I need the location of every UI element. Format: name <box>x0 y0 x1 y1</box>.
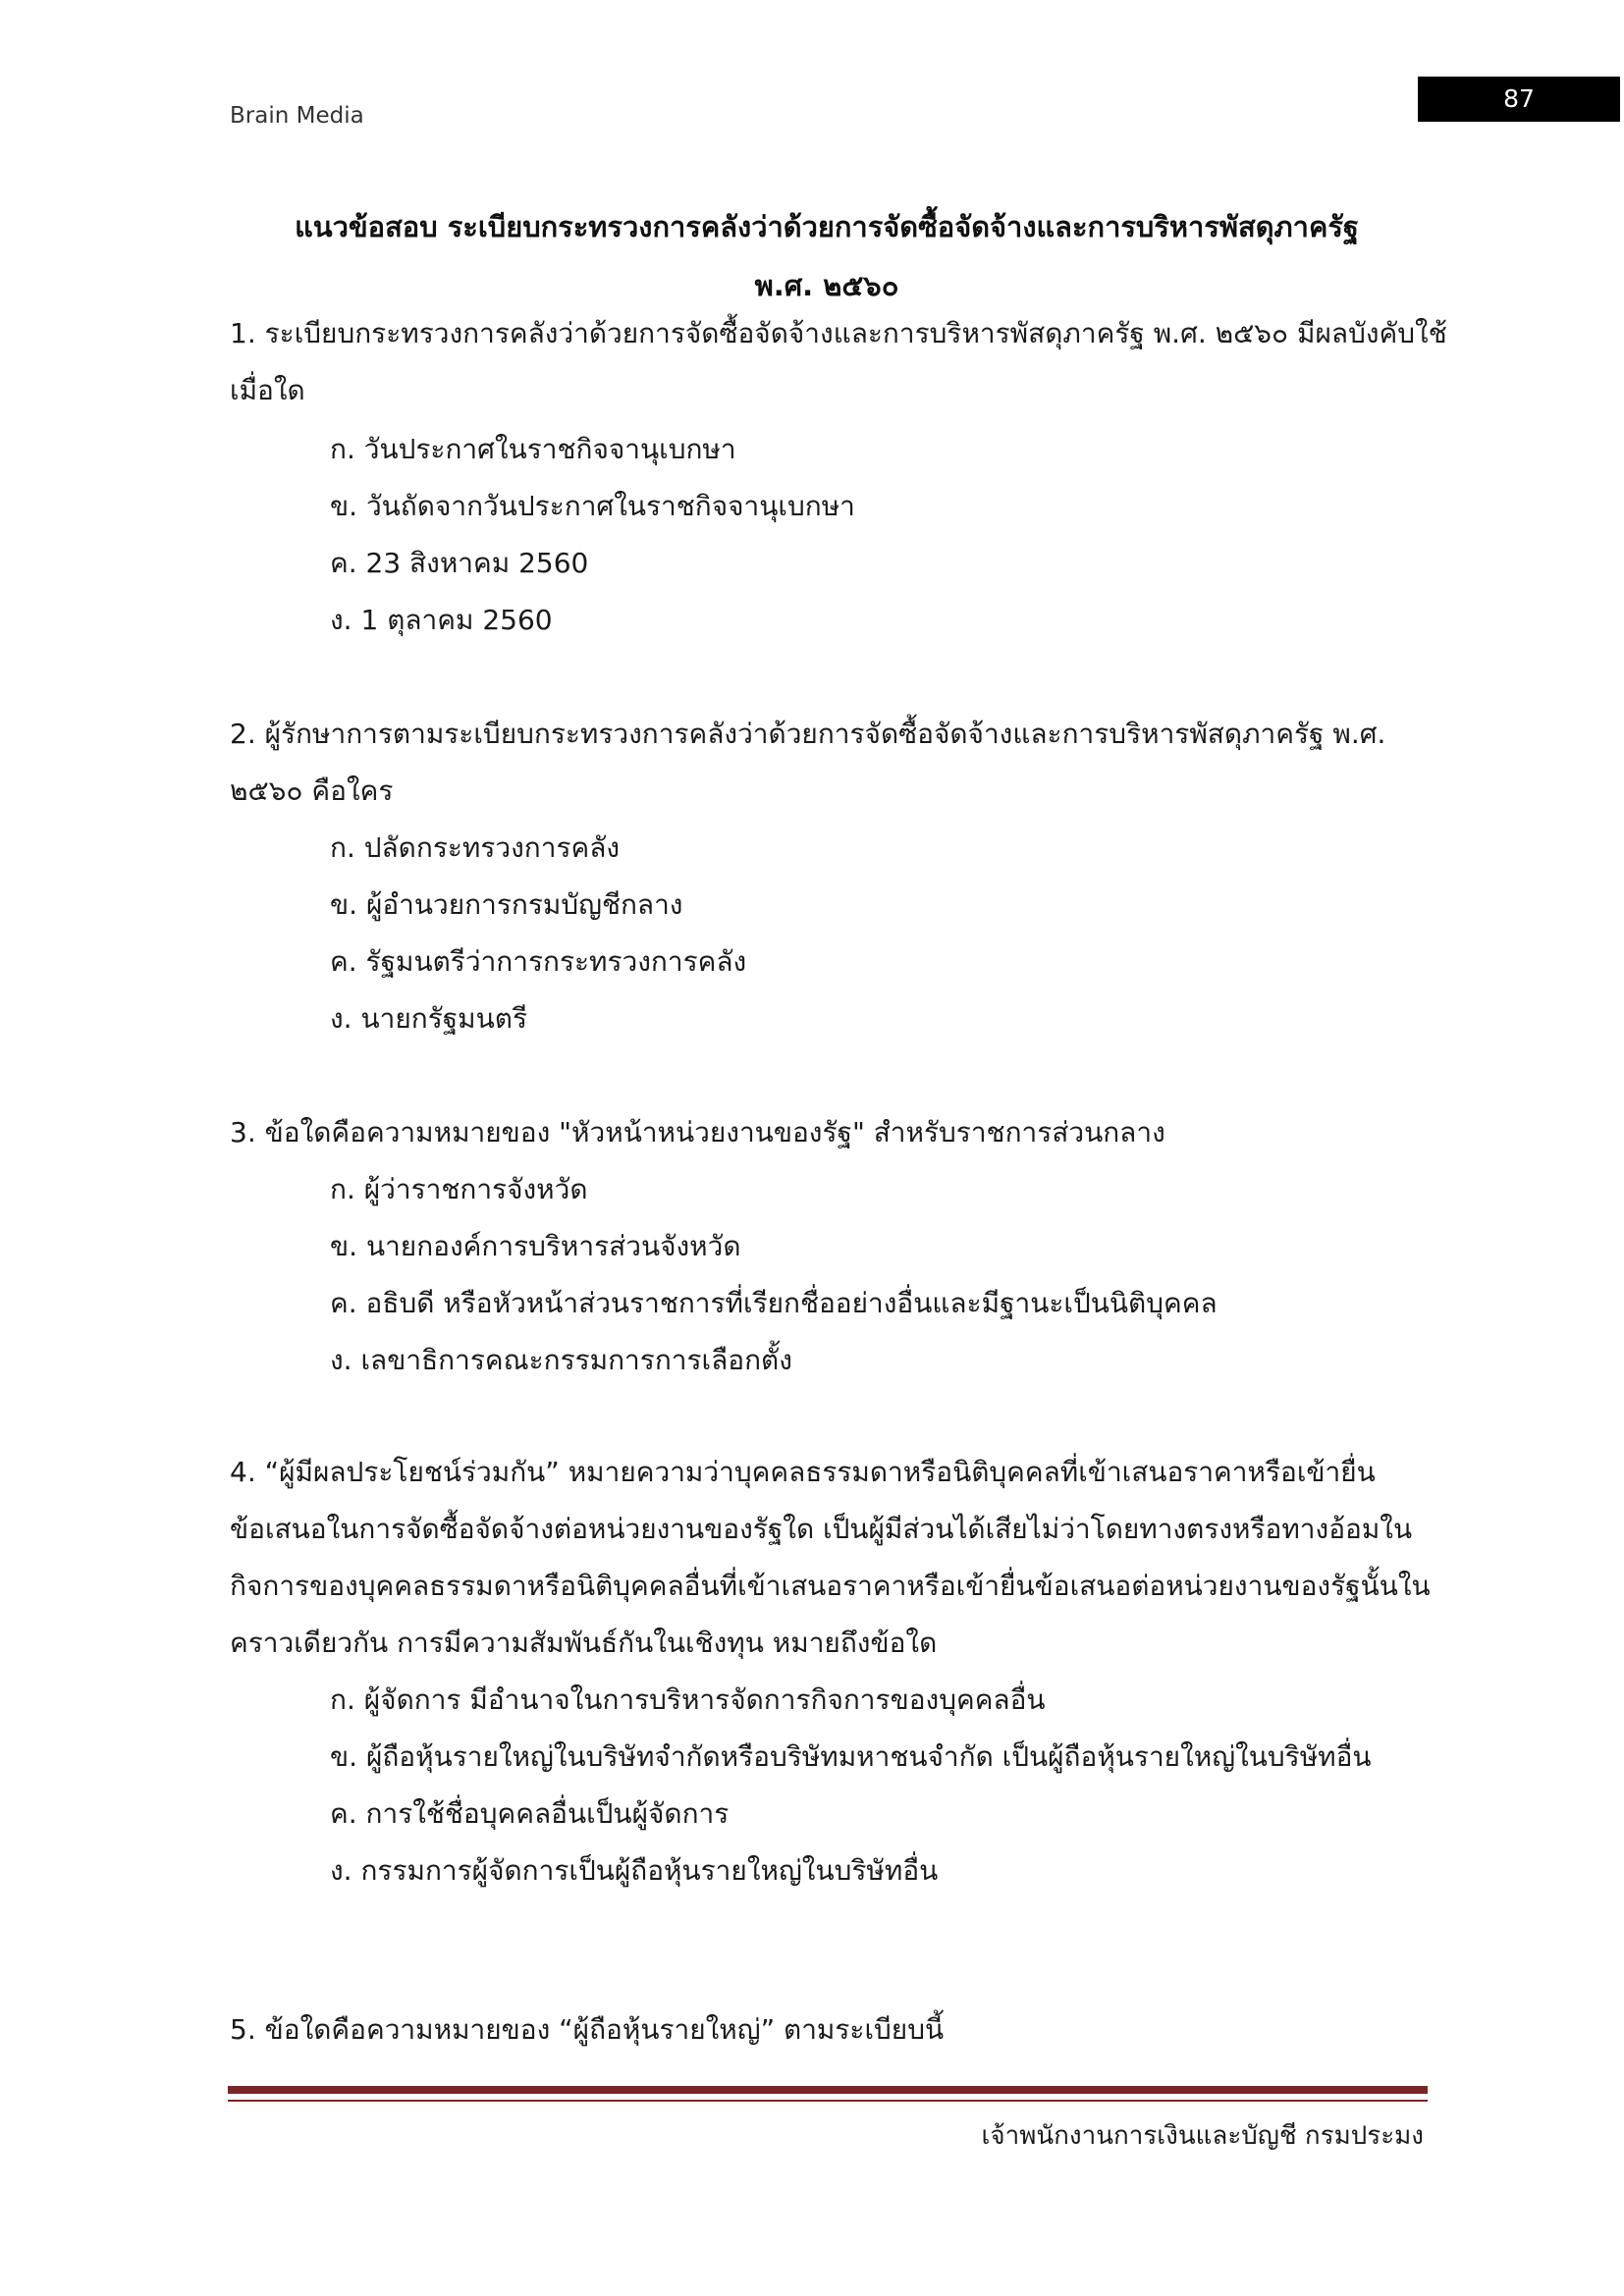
question-4-text: ข้อเสนอในการจัดซื้อจัดจ้างต่อหน่วยงานของรัฐใด เป็นผู้มีส่วนได้เสียไม่ว่าโดยทางตรงหรือทางอ้อมใน <box>230 1513 1413 1545</box>
question-1-option: ง. 1 ตุลาคม 2560 <box>330 604 553 636</box>
question-5-text: 5. ข้อใดคือความหมายของ “ผู้ถือหุ้นรายใหญ่” ตามระเบียบนี้ <box>230 2013 945 2046</box>
question-4-option: ง. กรรมการผู้จัดการเป็นผู้ถือหุ้นรายใหญ่ในบริษัทอื่น <box>330 1854 939 1887</box>
question-3-option: ง. เลขาธิการคณะกรรมการการเลือกตั้ง <box>330 1344 792 1376</box>
question-2-option: ค. รัฐมนตรีว่าการกระทรวงการคลัง <box>330 945 747 978</box>
question-1-text: 1. ระเบียบกระทรวงการคลังว่าด้วยการจัดซื้อจัดจ้างและการบริหารพัสดุภาครัฐ พ.ศ. ๒๕๖๐ มีผลบังคับใช้ <box>230 317 1447 349</box>
question-1-option: ก. วันประกาศในราชกิจจานุเบกษา <box>330 433 736 465</box>
question-3-option: ค. อธิบดี หรือหัวหน้าส่วนราชการที่เรียกชื่ออย่างอื่นและมีฐานะเป็นนิติบุคคล <box>330 1287 1218 1319</box>
brand-name: Brain Media <box>230 103 364 129</box>
footer-divider <box>228 2086 1428 2094</box>
question-3-text: 3. ข้อใดคือความหมายของ "หัวหน้าหน่วยงานของรัฐ" สำหรับราชการส่วนกลาง <box>230 1116 1165 1148</box>
question-4-text: กิจการของบุคคลธรรมดาหรือนิติบุคคลอื่นที่เข้าเสนอราคาหรือเข้ายื่นข้อเสนอต่อหน่วยงานของรัฐนั้นใน <box>230 1570 1431 1602</box>
page-title-year: พ.ศ. ๒๕๖๐ <box>754 269 899 302</box>
page-title: แนวข้อสอบ ระเบียบกระทรวงการคลังว่าด้วยการจัดซื้อจัดจ้างและการบริหารพัสดุภาครัฐ <box>295 210 1359 243</box>
question-2-option: ง. นายกรัฐมนตรี <box>330 1002 528 1035</box>
page-number: 87 <box>1418 77 1620 122</box>
question-4-text: 4. “ผู้มีผลประโยชน์ร่วมกัน” หมายความว่าบุคคลธรรมดาหรือนิติบุคคลที่เข้าเสนอราคาหรือเข้ายื่น <box>230 1456 1376 1488</box>
question-3-option: ก. ผู้ว่าราชการจังหวัด <box>330 1173 588 1205</box>
question-1-option: ค. 23 สิงหาคม 2560 <box>330 547 589 579</box>
question-2-text: 2. ผู้รักษาการตามระเบียบกระทรวงการคลังว่าด้วยการจัดซื้อจัดจ้างและการบริหารพัสดุภาครัฐ พ.ศ. <box>230 718 1386 750</box>
question-2-option: ข. ผู้อำนวยการกรมบัญชีกลาง <box>330 888 683 921</box>
question-2-option: ก. ปลัดกระทรวงการคลัง <box>330 831 621 864</box>
question-4-option: ค. การใช้ชื่อบุคคลอื่นเป็นผู้จัดการ <box>330 1797 730 1830</box>
footer-text: เจ้าพนักงานการเงินและบัญชี กรมประมง <box>981 2121 1424 2151</box>
question-4-text: คราวเดียวกัน การมีความสัมพันธ์กันในเชิงทุน หมายถึงข้อใด <box>230 1627 938 1659</box>
question-4-option: ก. ผู้จัดการ มีอำนาจในการบริหารจัดการกิจการของบุคคลอื่น <box>330 1683 1046 1716</box>
footer-divider-thin <box>228 2100 1428 2102</box>
question-1-text: เมื่อใด <box>230 374 305 406</box>
question-4-option: ข. ผู้ถือหุ้นรายใหญ่ในบริษัทจำกัดหรือบริษัทมหาชนจำกัด เป็นผู้ถือหุ้นรายใหญ่ในบริษัทอื่น <box>330 1740 1372 1773</box>
question-1-option: ข. วันถัดจากวันประกาศในราชกิจจานุเบกษา <box>330 490 855 522</box>
question-3-option: ข. นายกองค์การบริหารส่วนจังหวัด <box>330 1230 741 1262</box>
question-2-text: ๒๕๖๐ คือใคร <box>230 774 394 807</box>
